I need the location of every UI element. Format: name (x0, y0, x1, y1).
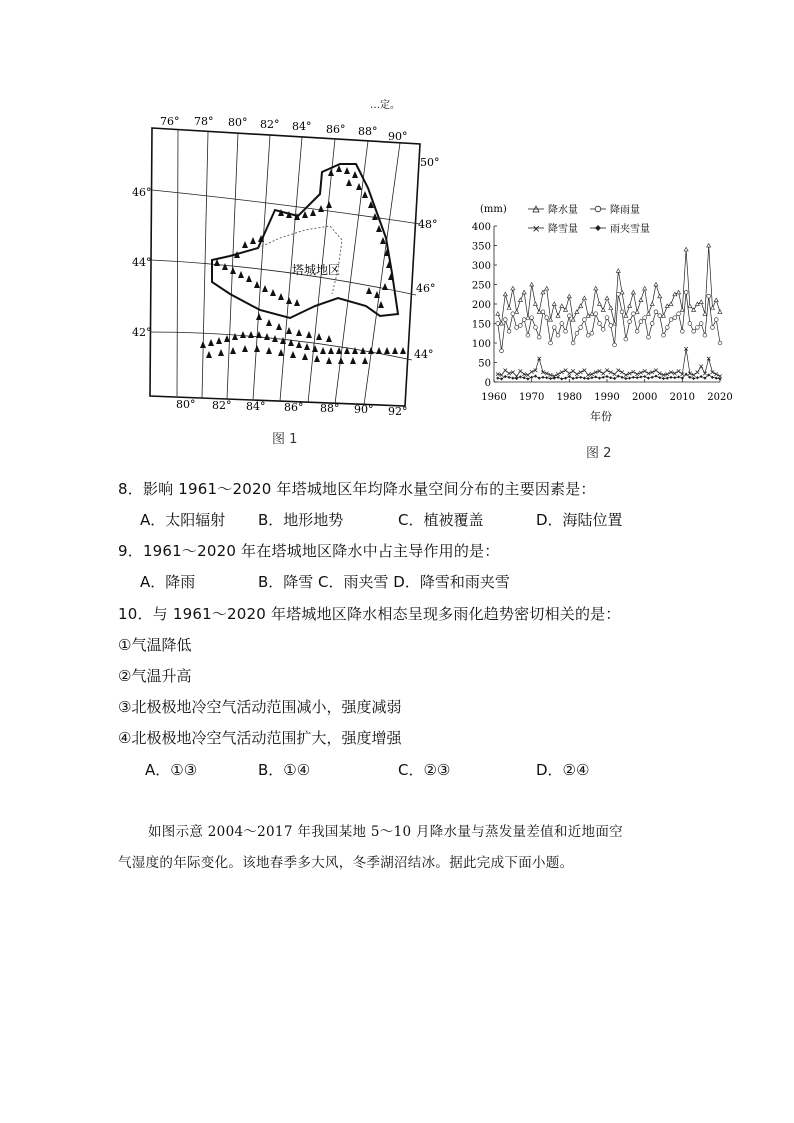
data-point (511, 286, 515, 290)
x-tick-label: 1960 (481, 392, 507, 403)
y-tick-label: 50 (478, 358, 491, 370)
legend-label: 降雪量 (548, 224, 578, 235)
data-point (534, 326, 538, 330)
x-tick-label: 1970 (518, 392, 545, 403)
data-point (643, 316, 647, 320)
data-point (613, 343, 617, 347)
lon-label: 80° (228, 116, 248, 129)
data-point (511, 377, 514, 380)
lon-label: 88° (320, 402, 340, 415)
data-point (624, 377, 627, 380)
data-point (617, 369, 621, 373)
x-axis-label: 年份 (590, 410, 612, 423)
data-point (639, 320, 643, 324)
data-point (631, 312, 635, 316)
data-point (575, 310, 579, 314)
figure1-caption: 图 1 (272, 432, 298, 447)
data-point (703, 312, 707, 316)
data-point (504, 375, 507, 378)
series-line (498, 292, 720, 351)
data-point (650, 370, 654, 374)
data-point (507, 329, 511, 333)
lon-label: 82° (260, 118, 280, 131)
data-point (654, 283, 658, 287)
data-point (560, 304, 564, 308)
bottom-longitude-labels (176, 398, 408, 418)
data-point (556, 314, 560, 318)
data-point (587, 377, 590, 380)
data-point (609, 306, 613, 310)
data-point (684, 290, 688, 294)
data-point (673, 376, 676, 379)
data-point (718, 341, 722, 345)
data-point (654, 375, 657, 378)
data-point (534, 369, 538, 373)
data-point (571, 318, 575, 322)
data-point (662, 377, 665, 380)
data-point (496, 377, 499, 380)
data-point (571, 369, 575, 373)
data-point (519, 369, 523, 373)
x-axis-ticks (481, 379, 732, 403)
x-tick-label: 2000 (631, 392, 658, 403)
data-point (602, 376, 605, 379)
data-point (534, 375, 537, 378)
region-label: 塔城地区 (292, 263, 341, 277)
data-point (639, 375, 642, 378)
data-point (624, 337, 628, 341)
data-point (511, 312, 515, 316)
data-point (523, 376, 526, 379)
data-point (631, 290, 635, 294)
intro-line-1: 如图示意 2004～2017 年我国某地 5～10 月降水量与蒸发量差值和近地面空 (148, 824, 623, 840)
lat-label: 42° (132, 326, 152, 339)
data-point (669, 376, 672, 379)
data-point (526, 377, 529, 380)
lon-label: 84° (292, 120, 312, 133)
data-point (647, 372, 651, 376)
data-point (647, 335, 651, 339)
data-point (692, 373, 696, 377)
data-point (568, 375, 571, 378)
data-point (617, 375, 620, 378)
data-point (549, 341, 553, 345)
question-10-item-3: ③北极极地冷空气活动范围减小，强度减弱 (118, 698, 402, 716)
data-point (583, 369, 587, 373)
data-point (696, 326, 700, 330)
data-point (688, 322, 692, 326)
top-longitude-labels (160, 115, 408, 143)
intro-line-2: 气湿度的年际变化。该地春季多大风，冬季湖沼结冰。据此完成下面小题。 (118, 855, 574, 871)
data-point (692, 377, 695, 380)
question-9-option-bcd: B．降雪 C．雨夹雪 D．降雪和雨夹雪 (258, 573, 510, 591)
question-10-item-2: ②气温升高 (118, 667, 192, 685)
lat-label: 46° (416, 282, 436, 295)
y-tick-label: 300 (471, 261, 491, 272)
tacheng-inner-boundary (258, 226, 342, 294)
data-point (646, 312, 650, 316)
data-point (699, 300, 703, 304)
question-10-stem: 10．与 1961～2020 年塔城地区降水相态呈现多雨化趋势密切相关的是： (118, 605, 621, 623)
x-tick-label: 1990 (594, 392, 620, 403)
data-point (526, 333, 530, 337)
lon-label: 76° (160, 115, 180, 128)
data-point (635, 329, 639, 333)
data-point (541, 310, 545, 314)
data-point (635, 372, 639, 376)
question-8-option-b: B．地形地势 (258, 511, 344, 529)
data-point (575, 331, 579, 335)
data-point (643, 375, 646, 378)
data-point (526, 316, 530, 320)
data-point (560, 370, 564, 374)
data-point (673, 372, 677, 376)
data-point (628, 372, 632, 376)
data-point (677, 375, 680, 378)
data-point (715, 377, 718, 380)
data-point (700, 375, 703, 378)
data-point (632, 370, 636, 374)
data-point (564, 377, 567, 380)
data-point (643, 369, 647, 373)
data-point (518, 324, 522, 328)
data-point (680, 329, 684, 333)
data-point (669, 370, 673, 374)
data-point (665, 326, 669, 330)
data-point (579, 304, 583, 308)
data-point (605, 369, 609, 373)
legend-label: 降水量 (548, 205, 578, 216)
data-point (609, 324, 613, 328)
data-point (696, 376, 699, 379)
tacheng-region-outline (212, 164, 398, 318)
data-point (658, 294, 662, 298)
data-point (669, 302, 673, 306)
question-10-item-1: ①气温降低 (118, 636, 192, 654)
data-point (662, 314, 666, 318)
data-point (515, 326, 519, 330)
data-point (549, 377, 552, 380)
question-10-option-a: A．①③ (145, 761, 198, 779)
lon-label: 86° (326, 123, 346, 136)
data-point (571, 341, 575, 345)
data-point (530, 283, 534, 287)
data-point (545, 286, 549, 290)
question-10-option-c: C．②③ (398, 761, 451, 779)
x-tick-label: 2010 (669, 392, 696, 403)
data-point (620, 376, 623, 379)
y-tick-label: 400 (471, 222, 491, 233)
data-point (616, 269, 620, 273)
data-point (609, 376, 612, 379)
data-point (711, 326, 715, 330)
data-point (696, 370, 700, 374)
data-point (699, 322, 703, 326)
question-8-option-c: C．植被覆盖 (398, 511, 484, 529)
data-point (575, 372, 579, 376)
question-9-stem: 9．1961～2020 年在塔城地区降水中占主导作用的是： (118, 542, 500, 560)
data-point (564, 369, 568, 373)
y-axis-ticks (472, 222, 497, 389)
y-tick-label: 150 (471, 319, 491, 331)
data-point (530, 370, 534, 374)
data-point (590, 312, 594, 316)
data-point (636, 376, 639, 379)
x-tick-label: 2020 (707, 392, 733, 403)
question-8-stem: 8．影响 1961～2020 年塔城地区年均降水量空间分布的主要因素是： (118, 480, 596, 498)
chart-series (496, 244, 722, 381)
data-point (590, 331, 594, 335)
lat-label: 48° (418, 218, 438, 231)
data-point (669, 318, 673, 322)
data-point (639, 298, 643, 302)
data-point (616, 292, 620, 296)
map-frame (150, 128, 420, 406)
legend-label: 雨夹雪量 (610, 224, 650, 235)
data-point (511, 370, 515, 374)
data-point (507, 306, 511, 310)
data-point (572, 377, 575, 380)
lon-label: 88° (358, 125, 378, 138)
data-point (530, 376, 533, 379)
lon-label: 82° (212, 399, 232, 412)
data-point (583, 377, 586, 380)
data-point (598, 377, 601, 380)
data-point (677, 369, 681, 373)
data-point (658, 372, 662, 376)
lon-label: 80° (176, 398, 196, 411)
data-point (601, 372, 605, 376)
question-8-option-d: D．海陆位置 (536, 511, 623, 529)
data-point (613, 372, 617, 376)
data-point (707, 244, 711, 248)
chart-legend (528, 203, 650, 235)
lon-label: 78° (194, 115, 214, 128)
data-point (556, 376, 559, 379)
figure1-map (130, 98, 440, 448)
lat-label: 44° (414, 348, 434, 361)
data-point (503, 318, 507, 322)
data-point (688, 304, 692, 308)
data-point (598, 322, 602, 326)
data-point (628, 304, 632, 308)
data-point (680, 308, 684, 312)
data-point (711, 376, 714, 379)
data-point (582, 296, 586, 300)
legend-label: 降雨量 (610, 205, 640, 216)
data-point (594, 312, 598, 316)
data-point (650, 302, 654, 306)
data-point (658, 376, 661, 379)
data-point (500, 349, 504, 353)
data-point (594, 375, 597, 378)
data-point (650, 322, 654, 326)
data-point (639, 371, 643, 375)
data-point (537, 310, 541, 314)
data-point (552, 302, 556, 306)
lat-label: 44° (132, 256, 152, 269)
question-10-option-d: D．②④ (536, 761, 590, 779)
data-point (635, 310, 639, 314)
data-point (677, 290, 681, 294)
data-point (658, 314, 662, 318)
figure2-caption: 图 2 (586, 446, 612, 461)
data-point (564, 329, 568, 333)
data-point (632, 376, 635, 379)
data-point (597, 302, 601, 306)
data-point (673, 316, 677, 320)
data-point (583, 318, 587, 322)
lat-label: 46° (132, 186, 152, 199)
data-point (496, 312, 500, 316)
question-10-option-b: B．①④ (258, 761, 311, 779)
svg-text:×: × (532, 224, 541, 235)
data-point (496, 322, 500, 326)
data-point (541, 376, 544, 379)
data-point (500, 377, 503, 380)
y-tick-label: 350 (471, 241, 491, 253)
figure1-top-fragment: …定。 (370, 100, 400, 111)
y-tick-label: 0 (484, 378, 491, 389)
y-tick-label: 100 (471, 339, 491, 350)
question-10-item-4: ④北极极地冷空气活动范围扩大，强度增强 (118, 729, 402, 747)
data-point (545, 316, 549, 320)
data-point (549, 373, 553, 377)
data-point (590, 376, 593, 379)
data-point (594, 370, 598, 374)
data-point (530, 316, 534, 320)
data-point (684, 247, 688, 251)
data-point (605, 375, 608, 378)
data-point (707, 294, 711, 298)
data-point (567, 294, 571, 298)
data-point (666, 377, 669, 380)
data-point (601, 308, 605, 312)
data-point (503, 292, 507, 296)
data-point (504, 369, 508, 373)
data-point (605, 296, 609, 300)
data-point (537, 335, 541, 339)
data-point (647, 377, 650, 380)
lon-label: 92° (388, 405, 408, 418)
data-point (594, 286, 598, 290)
data-point (567, 314, 571, 318)
data-point (507, 372, 511, 376)
data-point (545, 372, 549, 376)
data-point (714, 318, 718, 322)
data-point (601, 327, 605, 331)
parallels (150, 190, 420, 360)
data-point (677, 312, 681, 316)
data-point (515, 310, 519, 314)
data-point (575, 376, 578, 379)
question-8-option-a: A．太阳辐射 (140, 511, 226, 529)
data-point (628, 377, 631, 380)
data-point (613, 377, 616, 380)
data-point (579, 326, 583, 330)
data-point (545, 376, 548, 379)
data-point (579, 370, 583, 374)
lon-label: 86° (284, 401, 304, 414)
data-point (624, 373, 628, 377)
data-point (500, 322, 504, 326)
lat-label: 50° (420, 156, 440, 169)
data-point (556, 333, 560, 337)
y-tick-label: 200 (471, 300, 491, 311)
data-point (538, 377, 541, 380)
data-point (624, 314, 628, 318)
data-point (605, 316, 609, 320)
data-point (620, 310, 624, 314)
chart-unit: (mm) (480, 204, 507, 215)
data-point (714, 372, 718, 376)
data-point (692, 329, 696, 333)
data-point (654, 369, 658, 373)
lon-label: 84° (246, 400, 266, 413)
data-point (560, 322, 564, 326)
x-tick-label: 1980 (556, 392, 583, 403)
data-point (552, 326, 556, 330)
figure2-line-chart (470, 196, 732, 464)
data-point (549, 318, 553, 322)
data-point (560, 377, 563, 380)
data-point (628, 320, 632, 324)
data-point (609, 370, 613, 374)
left-latitude-labels (132, 186, 152, 339)
data-point (710, 306, 714, 310)
data-point (643, 286, 647, 290)
data-point (519, 375, 522, 378)
lon-label: 90° (354, 403, 374, 416)
data-point (662, 333, 666, 337)
data-point (568, 372, 572, 376)
data-point (556, 372, 560, 376)
lon-label: 90° (388, 130, 408, 143)
data-point (522, 318, 526, 322)
data-point (651, 376, 654, 379)
data-point (507, 376, 510, 379)
data-point (718, 310, 722, 314)
data-point (598, 369, 602, 373)
question-9-option-a: A．降雨 (140, 573, 196, 591)
data-point (518, 298, 522, 302)
data-point (522, 290, 526, 294)
data-point (586, 333, 590, 337)
data-point (620, 290, 624, 294)
data-point (579, 376, 582, 379)
data-point (714, 298, 718, 302)
data-point (654, 310, 658, 314)
data-point (703, 333, 707, 337)
data-point (620, 370, 624, 374)
data-point (699, 365, 703, 369)
y-tick-label: 250 (471, 280, 491, 292)
data-point (533, 302, 537, 306)
